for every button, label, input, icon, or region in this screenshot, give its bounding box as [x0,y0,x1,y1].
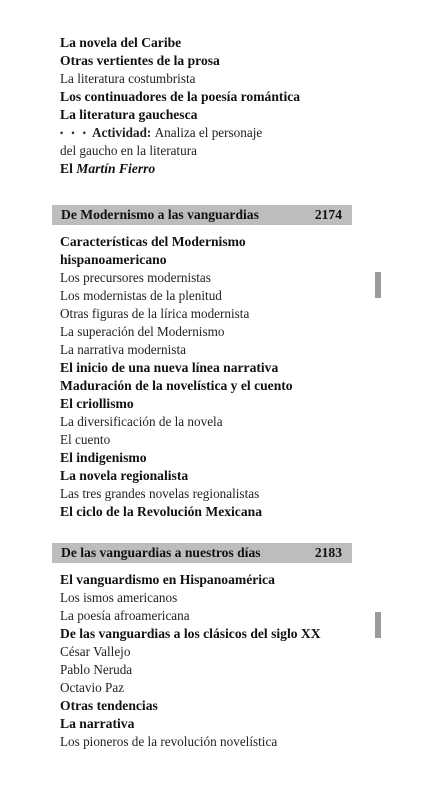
toc-entry[interactable]: Otras vertientes de la prosa [60,53,220,68]
section-header-modernismo[interactable] [52,205,352,225]
section-page-number: 2183 [314,545,342,560]
edge-marker [375,612,381,638]
toc-entry[interactable]: Maduración de la novelística y el cuento [60,378,293,393]
toc-entry[interactable]: Otras figuras de la lírica modernista [60,306,250,321]
toc-section-1 [60,34,360,178]
toc-entry[interactable]: El indigenismo [60,450,147,465]
toc-entry[interactable]: César Vallejo [60,644,131,659]
toc-entry[interactable]: La narrativa modernista [60,342,186,357]
section-header-vanguardias[interactable] [52,543,352,563]
toc-entry[interactable]: El ciclo de la Revolución Mexicana [60,504,262,519]
toc-entry[interactable]: Octavio Paz [60,680,125,695]
bullet-dots-icon: • • • [60,128,89,138]
toc-entry[interactable]: Los precursores modernistas [60,270,211,285]
activity-label: Actividad: [91,125,152,140]
toc-entry[interactable]: Los modernistas de la plenitud [60,288,222,303]
section-title: De Modernismo a las vanguardias [61,207,259,222]
activity-entry[interactable] [60,124,360,142]
toc-entry[interactable]: Los continuadores de la poesía romántica [60,89,301,104]
toc-entry[interactable]: De las vanguardias a los clásicos del siglo XX [60,626,321,641]
toc-entry[interactable]: La superación del Modernismo [60,324,225,339]
toc-entry[interactable]: La literatura gauchesca [60,107,198,122]
toc-entry[interactable]: El criollismo [60,396,134,411]
entry-title-italic: Martín Fierro [76,161,156,176]
toc-entry[interactable]: La novela regionalista [60,468,189,483]
toc-entry[interactable] [60,160,360,178]
section-page-number: 2174 [314,207,342,222]
toc-entry[interactable]: Los ismos americanos [60,590,178,605]
toc-entry[interactable]: La narrativa [60,716,135,731]
toc-entry[interactable]: El vanguardismo en Hispanoamérica [60,572,275,587]
entry-prefix: El [60,161,73,176]
activity-continuation: del gaucho en la literatura [60,143,197,158]
edge-marker [375,272,381,298]
activity-text: Analiza el personaje [154,125,263,140]
toc-entry[interactable]: Otras tendencias [60,698,158,713]
toc-entry[interactable]: La poesía afroamericana [60,608,190,623]
toc-entry[interactable]: Características del Modernismo [60,234,246,249]
toc-entry[interactable]: hispanoamericano [60,252,167,267]
toc-entry[interactable]: El inicio de una nueva línea narrativa [60,360,279,375]
toc-entry[interactable]: Pablo Neruda [60,662,133,677]
toc-section-3 [60,571,360,751]
section-title: De las vanguardias a nuestros días [61,545,261,560]
toc-entry[interactable]: La literatura costumbrista [60,71,196,86]
toc-entry[interactable]: Los pioneros de la revolución novelística [60,734,278,749]
toc-entry[interactable]: Las tres grandes novelas regionalistas [60,486,260,501]
toc-section-2 [60,233,360,521]
toc-entry[interactable]: La diversificación de la novela [60,414,223,429]
toc-entry[interactable]: La novela del Caribe [60,35,182,50]
toc-entry[interactable]: El cuento [60,432,111,447]
